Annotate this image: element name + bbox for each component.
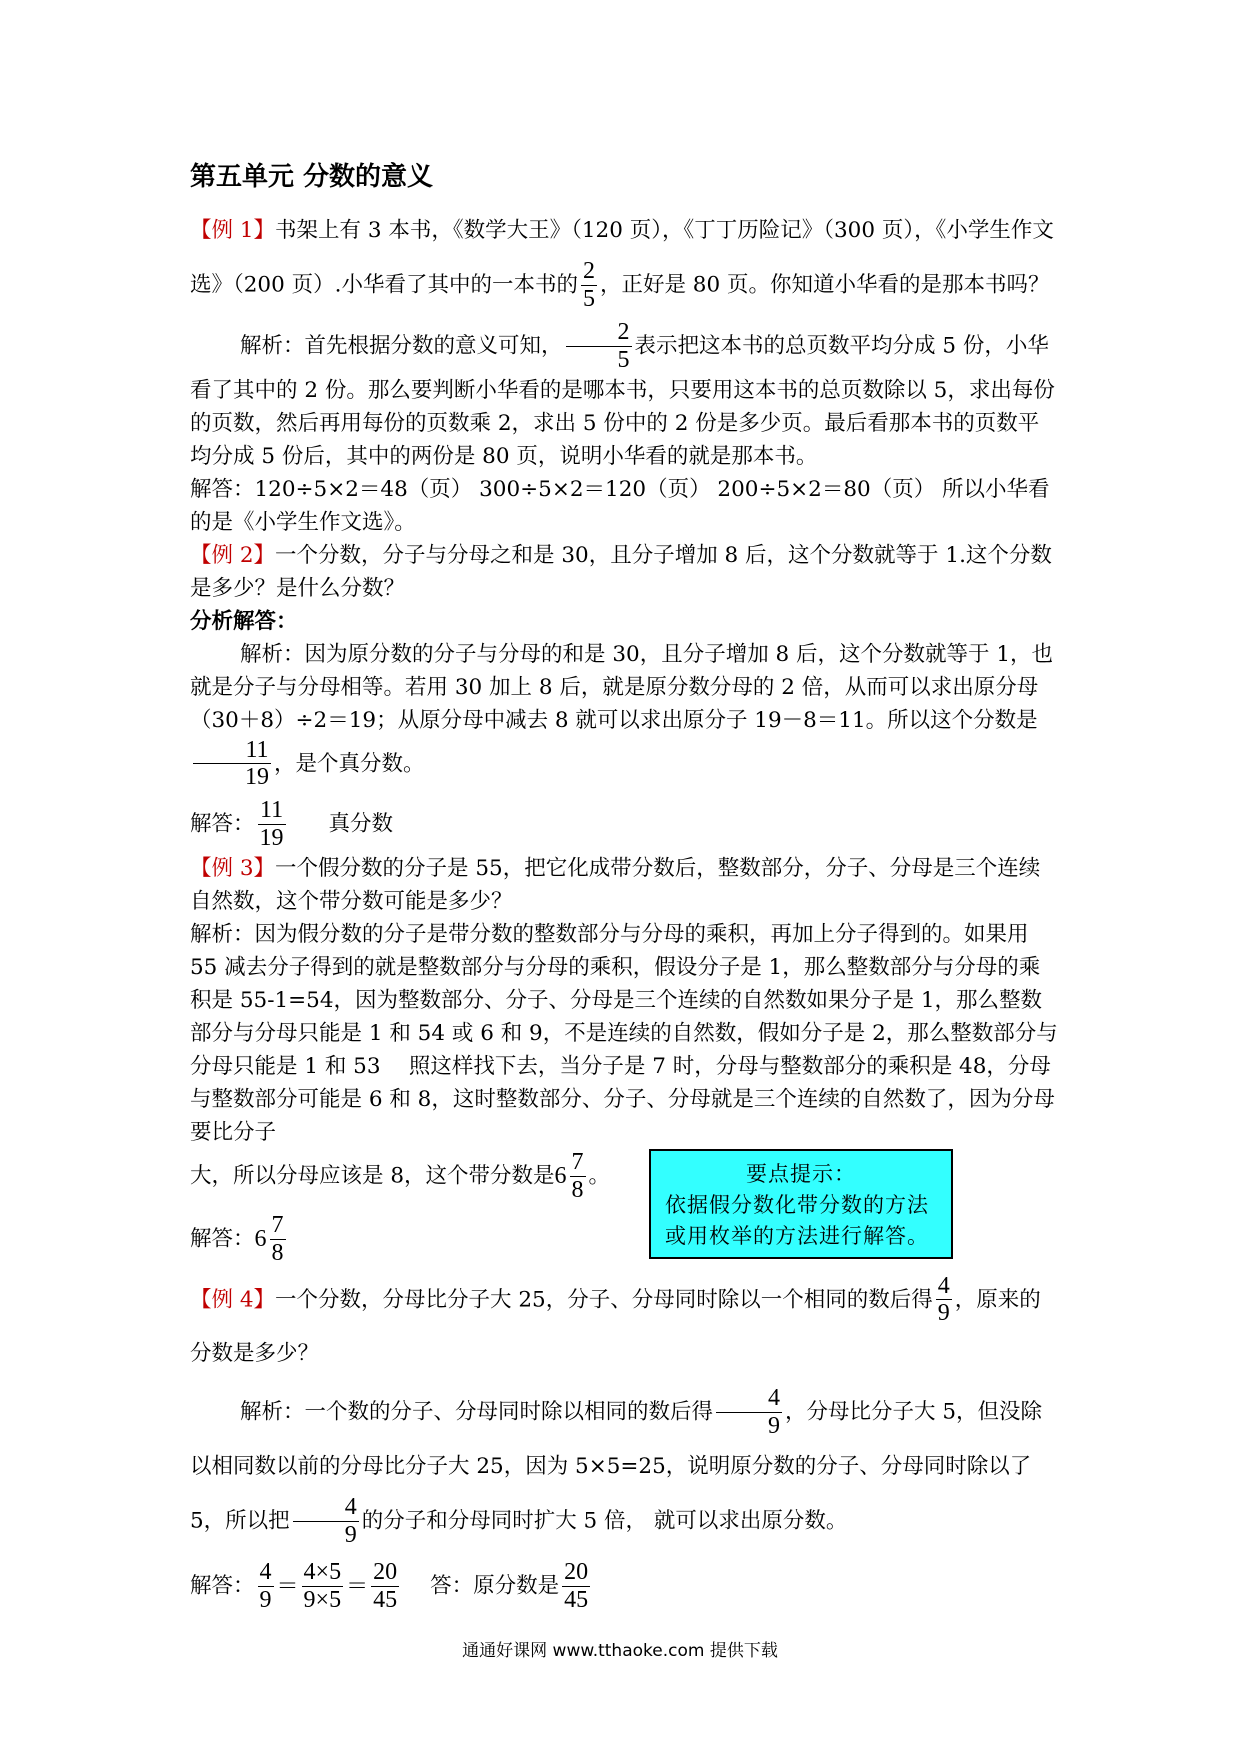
example-4-analysis-b: ，分母比分子大 5，但没除以相同数以前的分母比分子大 25，因为 5×5=25，说明原分数的分子、分母同时除以了 5，所以把	[190, 1399, 1043, 1534]
example-3-question	[190, 852, 1060, 918]
fraction-denominator: 9	[768, 1413, 781, 1440]
example-2-answer-text: 真分数	[328, 811, 394, 837]
example-3-text: 一个假分数的分子是 55，把它化成带分数后，整数部分，分子、分母是三个连续自然数，这个带分数可能是多少？	[190, 856, 1041, 914]
fraction-denominator: 45	[373, 1586, 398, 1613]
key-point-hint-box	[649, 1149, 953, 1259]
fraction-4-9	[293, 1494, 359, 1549]
example-3-last-end: 。	[588, 1163, 611, 1189]
example-1-question	[190, 204, 1060, 313]
fraction-numerator: 2	[582, 258, 595, 284]
example-1-analysis-b: 表示把这本书的总页数平均分成 5 份，小华看了其中的 2 份。那么要判断小华看的是哪本书，只要用这本书的总页数除以 5，求出每份的页数，然后再用每份的页数乘 2，求出 5 份中的 2 份是多少页。最后看那本书的页数平均分成 5 份后，其中的两份是 80 页，说明小华看的就是那本书。	[190, 333, 1055, 469]
fraction-denominator: 19	[259, 825, 284, 852]
fraction-11-19	[193, 737, 271, 792]
fraction-numerator: 20	[564, 1558, 589, 1585]
equals-sign: ＝	[276, 1573, 299, 1599]
mixed-whole: 6	[554, 1163, 567, 1190]
fraction-denominator: 5	[582, 285, 595, 312]
mixed-number-6-7-8	[555, 1149, 589, 1204]
fraction-denominator: 9	[344, 1521, 357, 1548]
fraction-4-9	[258, 1559, 274, 1614]
example-2-tag: 【例 2】	[190, 542, 276, 568]
page-footer: 通通好课网 www.tthaoke.com 提供下载	[462, 1641, 778, 1661]
example-4-question	[190, 1273, 1060, 1382]
fraction-11-19	[258, 797, 286, 852]
fraction-numerator: 2	[617, 318, 630, 345]
example-3-tag: 【例 3】	[190, 856, 276, 881]
equals-sign: ＝	[346, 1573, 369, 1599]
example-1-tag: 【例 1】	[190, 218, 276, 243]
fraction-numerator: 7	[571, 1149, 584, 1175]
example-1-analysis-a: 解析：首先根据分数的意义可知，	[240, 333, 563, 359]
fraction-7-8	[570, 1149, 586, 1204]
document-page	[190, 160, 1060, 1614]
final-answer-label: 答：原分数是	[430, 1573, 560, 1599]
fraction-denominator: 9×5	[303, 1586, 342, 1613]
fraction-denominator: 19	[245, 764, 269, 791]
fraction-denominator: 8	[271, 1239, 284, 1266]
example-4-tag: 【例 4】	[190, 1286, 276, 1312]
fraction-4x5-9x5	[302, 1559, 344, 1614]
fraction-denominator: 9	[937, 1300, 950, 1327]
example-4-analysis-a: 解析：一个数的分子、分母同时除以相同的数后得	[240, 1399, 714, 1425]
fraction-numerator: 20	[373, 1558, 398, 1585]
fraction-numerator: 4	[344, 1494, 357, 1520]
fraction-4-9	[936, 1273, 952, 1328]
hint-title: 要点提示：	[746, 1162, 856, 1186]
fraction-20-45	[562, 1559, 590, 1614]
fraction-20-45	[371, 1559, 399, 1614]
fraction-2-5	[581, 258, 597, 313]
example-1-analysis	[190, 319, 1060, 473]
example-2-analysis-a: 解析：因为原分数的分子与分母的和是 30，且分子增加 8 后，这个分数就等于 1，也就是分子与分母相等。若用 30 加上 8 后，就是原分数分母的 2 倍，从而可以求出原分母（30＋8）÷2＝19；从原分母中减去 8 就可以求出原分子 19－8＝11。所以这个分数是	[190, 641, 1054, 733]
example-2-text: 一个分数，分子与分母之和是 30，且分子增加 8 后，这个分数就等于 1.这个分数是多少？是什么分数？	[190, 542, 1052, 601]
example-2-question	[190, 539, 1060, 605]
fraction-denominator: 9	[259, 1586, 272, 1613]
example-3-conclusion	[190, 1149, 1060, 1267]
example-1-answer: 解答：120÷5×2＝48（页） 300÷5×2＝120（页） 200÷5×2＝80（页） 所以小华看的是《小学生作文选》。	[190, 476, 1050, 535]
fraction-numerator: 4×5	[303, 1558, 342, 1585]
answer-label: 解答：	[190, 1573, 255, 1599]
fraction-denominator: 45	[564, 1586, 589, 1613]
page-title: 第五单元 分数的意义	[190, 162, 434, 192]
fraction-denominator: 5	[617, 346, 630, 373]
answer-label: 解答：	[190, 811, 255, 837]
example-2-analysis-b: ，是个真分数。	[274, 750, 425, 776]
fraction-numerator: 4	[259, 1558, 272, 1585]
fraction-denominator: 8	[571, 1176, 584, 1203]
fraction-numerator: 11	[259, 797, 284, 824]
fraction-numerator: 4	[937, 1272, 950, 1299]
hint-line-1: 依据假分数化带分数的方法	[665, 1193, 929, 1217]
example-4-answer	[190, 1559, 1060, 1614]
example-3-analysis: 解析：因为假分数的分子是带分数的整数部分与分母的乘积，再加上分子得到的。如果用 55 减去分子得到的就是整数部分与分母的乘积，假设分子是 1，那么整数部分与分母的乘积是 55-1=54，因为整数部分、分子、分母是三个连续的自然数如果分子是 1，那么整数部分与分母只能是 1 和 54 或 6 和 9，不是连续的自然数，假如分子是 2，那么整数部分与分母只能是 1 和 53 照这样找下去，当分子是 7 时，分母与整数部分的乘积是 48，分母与整数部分可能是 6 和 8，这时整数部分、分子、分母就是三个连续的自然数了，因为分母要比分子	[190, 922, 1058, 1145]
mixed-number-6-7-8	[255, 1212, 289, 1267]
fraction-7-8	[270, 1212, 286, 1267]
mixed-whole: 6	[254, 1226, 267, 1253]
answer-label: 解答：	[190, 1226, 255, 1252]
example-2-analysis	[190, 638, 1060, 792]
example-3-last-text: 大，所以分母应该是 8，这个带分数是	[190, 1163, 555, 1189]
example-1-text-b: ，正好是 80 页。你知道小华看的是那本书吗？	[599, 272, 1050, 298]
example-2-heading: 分析解答：	[190, 608, 298, 634]
fraction-numerator: 4	[768, 1385, 781, 1412]
example-4-text-b: ，原来的分数是多少？	[190, 1286, 1041, 1367]
example-2-answer	[190, 797, 1060, 852]
example-4-analysis	[190, 1385, 1060, 1549]
example-1-text-a: 书架上有 3 本书，《数学大王》（120 页），《丁丁历险记》（300 页），《小学生作文选》（200 页）.小华看了其中的一本书的	[190, 218, 1054, 298]
example-4-analysis-c: 的分子和分母同时扩大 5 倍， 就可以求出原分数。	[361, 1508, 848, 1534]
hint-line-2: 或用枚举的方法进行解答。	[665, 1224, 929, 1248]
fraction-numerator: 11	[245, 736, 269, 763]
fraction-4-9	[716, 1385, 782, 1440]
fraction-2-5	[566, 319, 632, 374]
fraction-numerator: 7	[271, 1211, 284, 1238]
example-4-text-a: 一个分数，分母比分子大 25，分子、分母同时除以一个相同的数后得	[275, 1286, 933, 1312]
